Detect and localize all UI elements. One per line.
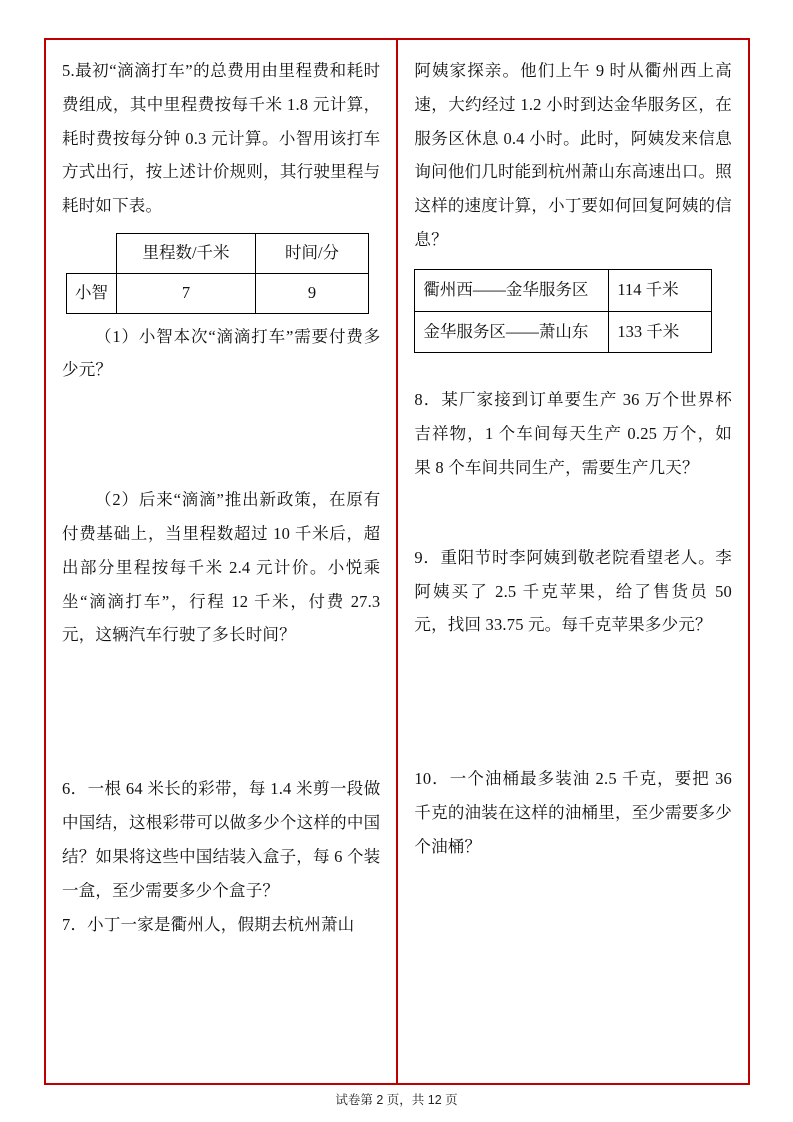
table-header-time: 时间/分 [256, 234, 369, 274]
answer-space [414, 642, 732, 762]
question-7-distance-table [414, 269, 712, 354]
table-cell-route: 金华服务区——萧山东 [415, 311, 609, 353]
answer-space [62, 652, 380, 772]
question-6-body: 6．一根 64 米长的彩带，每 1.4 米剪一段做中国结，这根彩带可以做多少个这样的中国结？如果将这些中国结装入盒子，每 6 个装一盒，至少需要多少个盒子？ [62, 779, 381, 900]
table-cell-distance: 114 千米 [609, 269, 712, 311]
table-row [415, 311, 712, 353]
question-5-body: 5.最初“滴滴打车”的总费用由里程费和耗时费组成，其中里程费按每千米 1.8 元计算，耗时费按每分钟 0.3 元计算。小智用该打车方式出行，按上述计价规则，其行驶里程与耗时如下表。 [62, 61, 381, 216]
page-footer: 试卷第 2 页，共 12 页 [335, 1093, 458, 1107]
question-5-table [66, 233, 369, 314]
answer-space [414, 485, 732, 541]
question-5-part2: （2）后来“滴滴”推出新政策，在原有付费基础上，当里程数超过 10 千米后，超出部分里程按每千米 2.4 元计价。小悦乘坐“滴滴打车”，行程 12 千米，付费 27.3 元，这辆汽车行驶了多长时间？ [62, 490, 381, 645]
answer-space [62, 387, 380, 483]
question-7-body-start: 7．小丁一家是衢州人，假期去杭州萧山 [62, 914, 355, 934]
question-7-body-continued: 阿姨家探亲。他们上午 9 时从衢州西上高速，大约经过 1.2 小时到达金华服务区，在服务区休息 0.4 小时。此时，阿姨发来信息询问他们几时能到杭州萧山东高速出口。照这样的速度计算，小丁要如何回复阿姨的信息？ [414, 61, 732, 250]
answer-space [414, 357, 732, 383]
page-frame [44, 38, 750, 1085]
table-cell-distance: 7 [117, 273, 256, 313]
table-row [415, 269, 712, 311]
question-9-body: 9．重阳节时李阿姨到敬老院看望老人。李阿姨买了 2.5 千克苹果，给了售货员 50 元，找回 33.75 元。每千克苹果多少元？ [414, 547, 732, 635]
table-row [67, 273, 369, 313]
question-8-body: 8．某厂家接到订单要生产 36 万个世界杯吉祥物，1 个车间每天生产 0.25 万个，如果 8 个车间共同生产，需要生产几天？ [414, 390, 732, 477]
question-10-body: 10．一个油桶最多装油 2.5 千克，要把 36 千克的油装在这样的油桶里，至少需要多少个油桶？ [414, 769, 732, 856]
table-cell-route: 衢州西——金华服务区 [415, 269, 609, 311]
table-cell-distance: 133 千米 [609, 311, 712, 353]
table-cell-time: 9 [256, 273, 369, 313]
left-column [46, 40, 398, 1083]
right-column [398, 40, 748, 1083]
table-header-distance: 里程数/千米 [117, 234, 256, 274]
table-row [67, 234, 369, 274]
question-5-part1: （1）小智本次“滴滴打车”需要付费多少元？ [62, 326, 381, 380]
table-header-empty [67, 234, 117, 274]
table-cell-name: 小智 [67, 273, 117, 313]
